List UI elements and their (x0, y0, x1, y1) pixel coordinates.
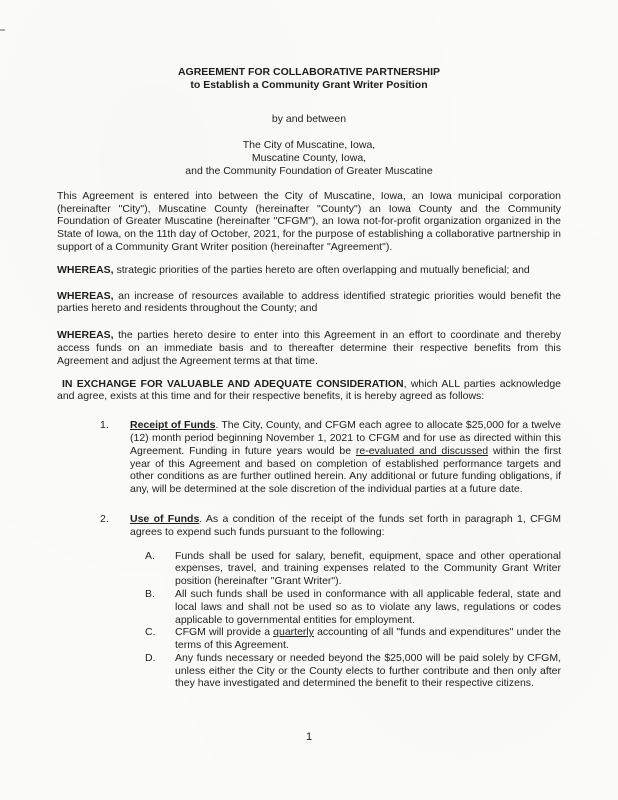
item-heading: Receipt of Funds (130, 419, 216, 432)
consideration-paragraph (57, 378, 561, 404)
sub-item-text-before: Any funds necessary or needed beyond the $25,000 will be paid solely by CFGM, unless either the City or the County elects to further contribute and then only after they have investigated and determined the benefit to their respective citizens. (175, 651, 561, 690)
whereas-clause-3 (57, 329, 561, 367)
numbered-item-2 (57, 513, 561, 539)
between-label: by and between (271, 112, 347, 125)
parties-block (57, 139, 561, 177)
sub-item-b (57, 588, 561, 626)
sub-item-a (57, 550, 561, 588)
whereas-clause-1 (57, 264, 561, 277)
item-number: 2. (100, 512, 109, 525)
whereas-lead: WHEREAS, (57, 329, 114, 342)
item-body (130, 419, 561, 496)
intro-paragraph: This Agreement is entered into between the City of Muscatine, Iowa, an Iowa municipal corporation (hereinafter "City"), Muscatine County (hereinafter "County") an Iowa County and the Community Foundation of Greater Muscatine (hereinafter "CFGM"), an Iowa not-for-profit organization organized in the State of Iowa, on the 11th day of October, 2021, for the purpose of establishing a collaborative partnership in support of a Community Grant Writer position (hereinafter "Agreement"). (57, 189, 561, 253)
item-number: 1. (100, 419, 109, 432)
consideration-text: , which ALL parties acknowledge and agree, exists at this time and for their respective benefits, it is hereby agreed as follows: (57, 377, 562, 403)
sub-item-body (175, 588, 561, 626)
sub-item-text-after: accounting of all "funds and expenditures" under the terms of this Agreement. (175, 626, 561, 652)
party-foundation: and the Community Foundation of Greater Muscatine (185, 164, 433, 177)
item-heading: Use of Funds (130, 512, 200, 525)
whereas-text: an increase of resources available to address identified strategic priorities would benefit the parties hereto and residents throughout the County; and (57, 289, 561, 315)
document-title (57, 66, 561, 92)
sub-item-text-before: CFGM will provide a (175, 626, 274, 639)
sub-item-text-before: All such funds shall be used in conformance with all applicable federal, state and local laws and shall not be used so as to violate any laws, regulations or codes applicable to governmental entities for employment. (175, 587, 561, 626)
consideration-lead: IN EXCHANGE FOR VALUABLE AND ADEQUATE CONSIDERATION (62, 377, 404, 390)
whereas-lead: WHEREAS, (57, 263, 114, 276)
title-line-2: to Establish a Community Grant Writer Position (190, 78, 428, 91)
whereas-lead: WHEREAS, (57, 289, 114, 302)
item-text-after: within the first year of this Agreement and based on completion of established performance targets and other conditions as are further outlined herein. Any additional or future funding obligations, if any, will be determined at the sole discretion of the individual parties at a future date. (130, 444, 561, 496)
sub-item-d (57, 652, 561, 690)
title-line-1: AGREEMENT FOR COLLABORATIVE PARTNERSHIP (177, 66, 441, 78)
page-number: 1 (305, 731, 313, 743)
sub-item-c (57, 626, 561, 652)
item-text-before: . As a condition of the receipt of the funds set forth in paragraph 1, CFGM agrees to expend such funds pursuant to the following: (130, 512, 561, 538)
sub-item-letter: B. (145, 587, 155, 600)
sub-item-letter: A. (145, 549, 155, 562)
whereas-text: strategic priorities of the parties hereto are often overlapping and mutually beneficial; and (113, 263, 530, 276)
sub-item-body (175, 626, 561, 652)
item-body (130, 513, 561, 539)
numbered-item-1 (57, 419, 561, 496)
item-text-before: . The City, County, and CFGM each agree to allocate $25,000 for a twelve (12) month period beginning November 1, 2021 to CFGM and for use as directed within this Agreement. Funding in future years would be (130, 419, 562, 457)
party-county: Muscatine County, Iowa, (251, 152, 367, 165)
whereas-clause-2 (57, 290, 561, 316)
lettered-sub-list (57, 550, 561, 691)
party-city: The City of Muscatine, Iowa, (242, 139, 376, 152)
sub-item-text-before: Funds shall be used for salary, benefit, equipment, space and other operational expenses, travel, and training expenses related to the Community Grant Writer position (hereinafter "Grant Writer"). (175, 549, 561, 588)
item-underlined-text: re-evaluated and discussed (355, 444, 489, 457)
whereas-text: the parties hereto desire to enter into this Agreement in an effort to coordinate and thereby access funds on an immediate basis and to thereafter determine their respective benefits from this Agreement and adjust the Agreement terms at that time. (57, 329, 561, 367)
scan-speck (0, 29, 5, 31)
sub-item-body (175, 652, 561, 690)
sub-item-letter: D. (145, 651, 156, 664)
sub-item-body (175, 550, 561, 588)
sub-item-underlined: quarterly (273, 626, 314, 639)
sub-item-letter: C. (145, 626, 156, 639)
